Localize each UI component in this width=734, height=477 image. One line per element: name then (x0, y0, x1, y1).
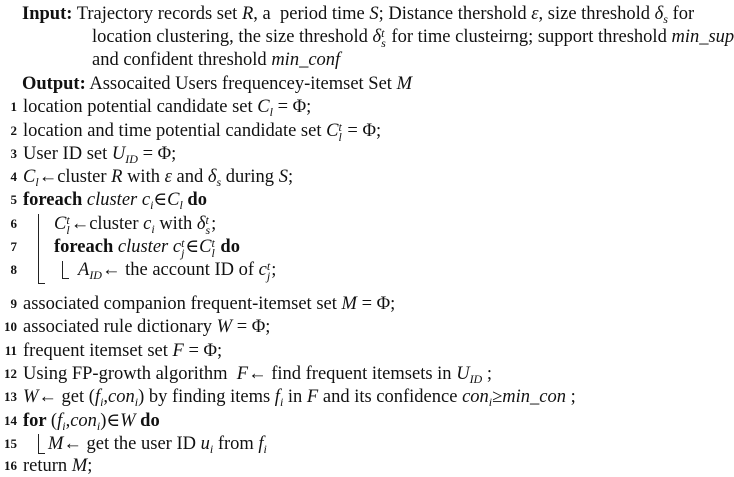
math-symbol: δ (654, 4, 664, 24)
subscript: i (263, 442, 267, 456)
subscript: l (179, 198, 183, 212)
output-line (22, 73, 412, 95)
subscript: i (134, 395, 139, 409)
sub-superscript (211, 238, 214, 258)
math-symbol: min_sup (671, 27, 734, 47)
math-symbol: ε (164, 167, 172, 187)
subscript: ID (469, 372, 483, 386)
subscript: i (151, 222, 155, 236)
text: = Φ; (342, 121, 382, 141)
subscript: l (211, 246, 215, 260)
line-number: 1 (10, 99, 17, 114)
sub-superscript (66, 215, 69, 235)
input-label: Input: (22, 4, 73, 24)
text: associated rule dictionary (23, 317, 217, 337)
superscript: t (266, 259, 271, 273)
superscript: t (181, 236, 185, 250)
text: ∈ (185, 237, 200, 257)
math-symbol: δ (207, 167, 217, 187)
math-symbol: u (200, 434, 210, 454)
text: = Φ; (232, 317, 271, 337)
math-symbol: R (111, 167, 123, 187)
line-number: 13 (4, 389, 17, 404)
subscript: j (181, 246, 185, 260)
text: from (213, 434, 259, 454)
math-symbol: M (48, 434, 64, 454)
line-number: 15 (4, 436, 17, 451)
keyword: do (135, 411, 160, 431)
text: for (667, 4, 695, 24)
line-number: 8 (10, 262, 17, 277)
math-symbol: M (396, 74, 412, 94)
keyword: for (23, 411, 51, 431)
text: location and time potential candidate set (23, 121, 327, 141)
math-symbol: F (172, 341, 184, 361)
math-symbol: c (143, 214, 152, 234)
text: , a period time (253, 4, 370, 24)
text: with (154, 214, 197, 234)
text: ← get the user ID (63, 434, 201, 454)
line-number: 4 (10, 169, 17, 184)
subscript: i (209, 442, 214, 456)
keyword: foreach (23, 190, 87, 210)
math-symbol: C (199, 237, 212, 257)
superscript: t (338, 120, 342, 134)
math-symbol: con (70, 411, 97, 431)
line-number: 6 (10, 216, 17, 231)
subscript: i (100, 395, 104, 409)
math-symbol: con (108, 387, 135, 407)
text: and (171, 167, 208, 187)
text: ; (287, 167, 294, 187)
keyword: do (182, 190, 207, 210)
math-symbol: C (23, 167, 36, 187)
algorithm-line (23, 120, 381, 142)
subscript: i (150, 198, 154, 212)
superscript: t (381, 26, 385, 40)
algorithm-line (23, 455, 92, 477)
superscript: t (205, 213, 209, 227)
text: in (283, 387, 307, 407)
math-symbol: f (94, 387, 101, 407)
subscript: l (66, 223, 70, 237)
text: ← get ( (38, 387, 95, 407)
text: ; (211, 214, 217, 234)
text: ←cluster (38, 167, 112, 187)
subscript: s (205, 223, 211, 237)
algorithm-line (23, 96, 311, 123)
text: location clustering, the size threshold (92, 27, 373, 47)
subscript: i (279, 395, 284, 409)
math-symbol: A (78, 260, 90, 280)
line-number: 11 (4, 343, 17, 358)
keyword: foreach (54, 237, 118, 257)
math-symbol: min_con (502, 387, 567, 407)
math-symbol: C (326, 121, 339, 141)
text: , (65, 411, 71, 431)
text: ( (50, 411, 58, 431)
text: ; (87, 456, 93, 476)
math-symbol: S (369, 4, 379, 24)
line-number: 16 (4, 458, 17, 473)
math-symbol: W (23, 387, 39, 407)
superscript: t (211, 236, 215, 250)
sub-superscript (381, 28, 386, 48)
text: ← the account ID of (101, 260, 259, 280)
math-symbol: ε (531, 4, 539, 24)
text: , size threshold (538, 4, 655, 24)
line-number: 10 (4, 319, 17, 334)
algorithm-line (23, 386, 576, 413)
text: associated companion frequent-itemset set (23, 294, 342, 314)
text: Assocaited Users frequencey-itemset Set (85, 74, 397, 94)
subscript: ID (125, 152, 138, 166)
line-number: 3 (10, 146, 17, 161)
algorithm-line (23, 293, 395, 315)
text: ∈ (153, 190, 168, 210)
text: = Φ; (183, 341, 223, 361)
math-symbol: W (120, 411, 136, 431)
text: = Φ; (356, 294, 396, 314)
subscript: s (381, 36, 386, 50)
math-symbol: U (111, 144, 126, 164)
text: ← find frequent itemsets in (248, 364, 457, 384)
text: frequent itemset set (23, 341, 173, 361)
math-symbol: min_conf (271, 50, 341, 70)
sub-superscript (205, 215, 210, 235)
math-symbol: M (341, 294, 357, 314)
algorithm-line (23, 340, 222, 362)
line-number: 2 (10, 123, 17, 138)
algorithm-line (23, 189, 207, 216)
math-symbol: S (278, 167, 288, 187)
subscript: l (269, 105, 273, 119)
line-number: 5 (10, 192, 17, 207)
subscript: s (663, 12, 668, 26)
line-number: 9 (10, 296, 17, 311)
algorithm-line (54, 236, 240, 258)
math-symbol: R (241, 4, 254, 24)
math-symbol: F (236, 364, 249, 384)
text: ≥ (492, 387, 503, 407)
text: , (103, 387, 109, 407)
superscript: t (66, 213, 70, 227)
text: User ID set (23, 144, 112, 164)
math-symbol: U (456, 364, 470, 384)
text: with (122, 167, 165, 187)
math-symbol: cluster c (117, 237, 182, 257)
block-scope-bar (38, 434, 45, 454)
output-label: Output: (22, 74, 86, 94)
sub-superscript (338, 122, 341, 142)
subscript: l (338, 130, 342, 144)
text: = Φ; (272, 97, 312, 117)
text: ; Distance thershold (378, 4, 532, 24)
math-symbol: C (257, 97, 270, 117)
text: location potential candidate set (23, 97, 258, 117)
subscript: i (62, 419, 66, 433)
text: )∈ (100, 411, 121, 431)
text: ; (566, 387, 576, 407)
text: and its confidence (318, 387, 463, 407)
sub-superscript (267, 261, 270, 281)
math-symbol: δ (196, 214, 206, 234)
math-symbol: M (71, 456, 88, 476)
input-line (92, 26, 734, 48)
text: ) by finding items (138, 387, 275, 407)
line-number: 7 (10, 239, 17, 254)
math-symbol: f (57, 411, 63, 431)
math-symbol: con (462, 387, 489, 407)
keyword: do (215, 237, 240, 257)
text: ; (482, 364, 492, 384)
math-symbol: cluster c (86, 190, 151, 210)
text: for time clusteirng; support threshold (386, 27, 672, 47)
text: Using FP-growth algorithm (23, 364, 237, 384)
line-number: 12 (4, 366, 17, 381)
text: during (221, 167, 279, 187)
math-symbol: C (167, 190, 180, 210)
algorithm-line (78, 259, 276, 286)
math-symbol: f (274, 387, 280, 407)
subscript: ID (89, 268, 102, 282)
text: = Φ; (137, 144, 177, 164)
math-symbol: C (54, 214, 67, 234)
sub-superscript (181, 238, 184, 258)
text: ; (271, 260, 277, 280)
math-symbol: c (258, 260, 267, 280)
subscript: j (266, 269, 271, 283)
text: Trajectory records set (76, 4, 242, 24)
subscript: s (216, 175, 222, 189)
input-line (92, 49, 340, 71)
math-symbol: δ (372, 27, 382, 47)
text: and confident threshold (92, 50, 272, 70)
line-number: 14 (4, 413, 17, 428)
block-scope-bar (62, 261, 69, 279)
math-symbol: f (258, 434, 264, 454)
algorithm-line (23, 316, 270, 338)
subscript: i (488, 395, 493, 409)
math-symbol: W (216, 317, 233, 337)
text: return (23, 456, 72, 476)
text: ←cluster (70, 214, 144, 234)
subscript: l (35, 175, 39, 189)
math-symbol: F (306, 387, 319, 407)
subscript: i (96, 419, 101, 433)
block-scope-bar (38, 214, 45, 284)
